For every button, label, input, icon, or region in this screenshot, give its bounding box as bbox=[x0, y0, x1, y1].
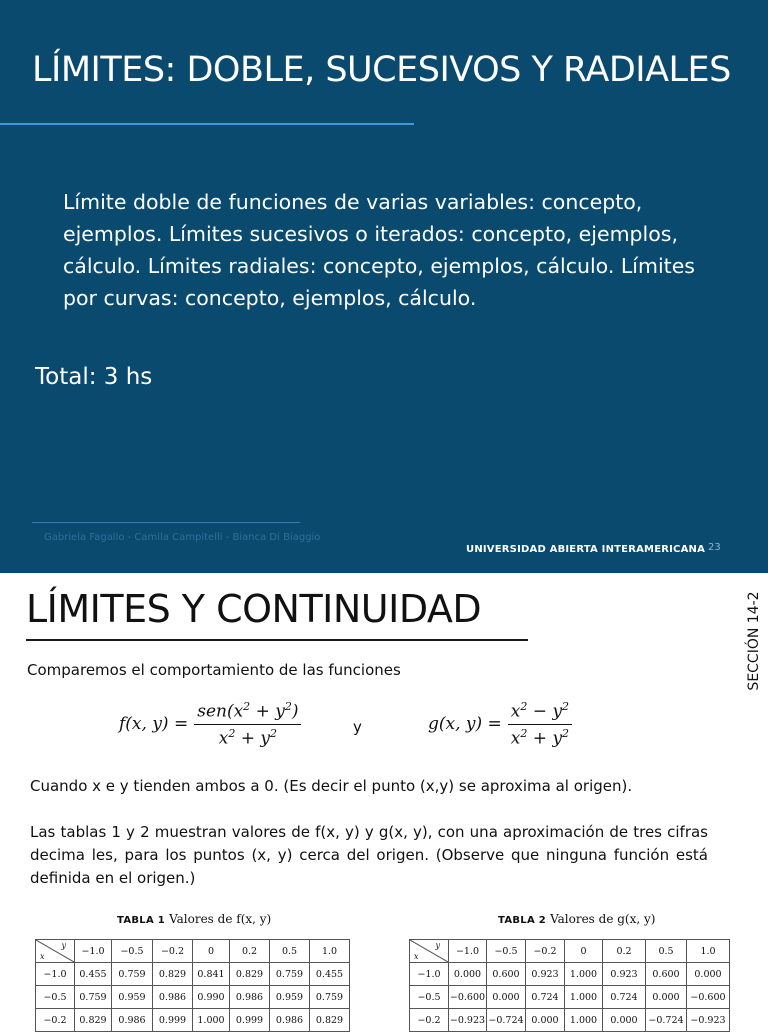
table-1-row-header: −1.0 bbox=[36, 963, 75, 986]
table-2-row-header: −0.5 bbox=[410, 986, 449, 1009]
table-2-cell: −0.724 bbox=[646, 1009, 687, 1032]
fn-part: ) bbox=[291, 701, 299, 722]
table-2-column-header: −0.5 bbox=[487, 940, 526, 963]
table-2-caption bbox=[498, 912, 655, 926]
table-1-cell: 0.455 bbox=[75, 963, 112, 986]
table-2-cell: 0.600 bbox=[646, 963, 687, 986]
table-2-corner-cell bbox=[410, 940, 449, 963]
gn-part: x bbox=[510, 701, 521, 722]
gd-part: + y bbox=[527, 728, 563, 749]
slide-2 bbox=[0, 573, 768, 1024]
table-2-header-row bbox=[410, 940, 730, 963]
table-2-cell: −0.600 bbox=[687, 986, 730, 1009]
table-1-column-header: 0.2 bbox=[230, 940, 270, 963]
table-1-cell: 0.959 bbox=[112, 986, 153, 1009]
table-1-header-row bbox=[36, 940, 350, 963]
table-1-column-header: 0 bbox=[193, 940, 230, 963]
section-label-text: SECCIÓN 14-2 bbox=[746, 591, 762, 691]
table-1-caption-text: Valores de f(x, y) bbox=[169, 912, 272, 926]
slide-1-title: LÍMITES: DOBLE, SUCESIVOS Y RADIALES bbox=[32, 50, 731, 90]
table-2-column-header: 0 bbox=[565, 940, 603, 963]
table-1-row-header: −0.5 bbox=[36, 986, 75, 1009]
section-label bbox=[742, 586, 766, 696]
table-1-cell: 0.759 bbox=[270, 963, 310, 986]
table-2-cell: −0.600 bbox=[449, 986, 487, 1009]
table-2-row bbox=[410, 963, 730, 986]
table-1-row-header: −0.2 bbox=[36, 1009, 75, 1032]
table-2-column-header: −0.2 bbox=[526, 940, 565, 963]
fn-part: + y bbox=[250, 701, 285, 722]
formula-f-numerator bbox=[194, 700, 301, 725]
table-1-row bbox=[36, 986, 350, 1009]
slide-1-body-text: Límite doble de funciones de varias variables: concepto, ejemplos. Límites sucesivos o iterados: concepto, ejemplos, cálculo. Límites radiales: concepto, ejemplos, cálculo. Límites por curvas: concepto, ejemplos, cálculo. bbox=[63, 190, 695, 310]
table-2-column-header: 1.0 bbox=[687, 940, 730, 963]
table-2-cell: 0.000 bbox=[487, 986, 526, 1009]
table-2-cell: 0.724 bbox=[526, 986, 565, 1009]
table-2-cell: 0.724 bbox=[603, 986, 646, 1009]
table-2-cell: −0.923 bbox=[449, 1009, 487, 1032]
table-1-column-header: −0.2 bbox=[153, 940, 193, 963]
title-underline bbox=[26, 639, 528, 641]
table-2-caption-label: TABLA 2 bbox=[498, 915, 547, 926]
table-2-cell: 1.000 bbox=[565, 963, 603, 986]
table-2-column-header: 0.5 bbox=[646, 940, 687, 963]
total-hours: Total: 3 hs bbox=[35, 364, 153, 390]
table-1-cell: 0.759 bbox=[310, 986, 350, 1009]
formula-g-lhs: g(x, y) = bbox=[428, 714, 502, 735]
table-1-corner-cell bbox=[36, 940, 75, 963]
fd-part: x bbox=[218, 728, 229, 749]
table-1 bbox=[35, 939, 350, 1032]
table-2-column-header: −1.0 bbox=[449, 940, 487, 963]
fd-part: + y bbox=[235, 728, 270, 749]
table-1-cell: 0.455 bbox=[310, 963, 350, 986]
tablas-description: Las tablas 1 y 2 muestran valores de f(x, y) y g(x, y), con una aproximación de tres cifras decima les, para los puntos (x, y) cerca del origen. (Observe que ninguna función está definida en el origen.) bbox=[30, 823, 708, 887]
table-2-row bbox=[410, 1009, 730, 1032]
footer-university: UNIVERSIDAD ABIERTA INTERAMERICANA bbox=[466, 544, 706, 555]
table-1-cell: 0.990 bbox=[193, 986, 230, 1009]
table-1-caption-label: TABLA 1 bbox=[117, 915, 166, 926]
table-2-row bbox=[410, 986, 730, 1009]
table-1-cell: 0.829 bbox=[153, 963, 193, 986]
footer-authors: Gabriela Fagallo - Camila Campitelli - Bianca Di Biaggio bbox=[44, 532, 321, 543]
footer-divider bbox=[32, 522, 300, 523]
table-2-caption-text: Valores de g(x, y) bbox=[550, 912, 656, 926]
table-1-cell: 1.000 bbox=[193, 1009, 230, 1032]
table-1-cell: 0.829 bbox=[310, 1009, 350, 1032]
table-2-cell: 0.000 bbox=[646, 986, 687, 1009]
table-2 bbox=[409, 939, 730, 1032]
gd-exp: 2 bbox=[520, 726, 528, 740]
table-1-cell: 0.986 bbox=[112, 1009, 153, 1032]
intro-text: Comparemos el comportamiento de las funciones bbox=[27, 661, 401, 679]
formula-g-numerator bbox=[508, 700, 572, 725]
table-2-cell: 0.000 bbox=[526, 1009, 565, 1032]
table-1-cell: 0.986 bbox=[270, 1009, 310, 1032]
table-2-cell: 0.923 bbox=[603, 963, 646, 986]
fd-exp: 2 bbox=[269, 726, 277, 740]
table-1-cell: 0.829 bbox=[230, 963, 270, 986]
table-1-cell: 0.986 bbox=[153, 986, 193, 1009]
table-2-corner-x: x bbox=[414, 952, 419, 961]
table-2-cell: 0.923 bbox=[526, 963, 565, 986]
fn-part: sen(x bbox=[197, 701, 244, 722]
gn-exp: 2 bbox=[520, 700, 528, 713]
table-1-column-header: −0.5 bbox=[112, 940, 153, 963]
fd-exp: 2 bbox=[228, 726, 236, 740]
table-1-cell: 0.841 bbox=[193, 963, 230, 986]
table-2-row-header: −1.0 bbox=[410, 963, 449, 986]
table-1-cell: 0.959 bbox=[270, 986, 310, 1009]
table-2-cell: 0.600 bbox=[487, 963, 526, 986]
gd-part: x bbox=[510, 728, 521, 749]
table-2-cell: 1.000 bbox=[565, 1009, 603, 1032]
formula-f-fraction bbox=[194, 700, 301, 748]
table-1-cell: 0.986 bbox=[230, 986, 270, 1009]
table-2-cell: −0.724 bbox=[487, 1009, 526, 1032]
connector-y: y bbox=[353, 718, 362, 736]
table-2-cell: 0.000 bbox=[603, 1009, 646, 1032]
gd-exp: 2 bbox=[562, 726, 570, 740]
fn-exp: 2 bbox=[243, 700, 251, 713]
table-1-row bbox=[36, 1009, 350, 1032]
slide-2-title: LÍMITES Y CONTINUIDAD bbox=[26, 587, 482, 631]
table-1-column-header: −1.0 bbox=[75, 940, 112, 963]
page-number: 23 bbox=[708, 542, 721, 553]
formula-f-denominator bbox=[216, 725, 280, 749]
table-1-cell: 0.829 bbox=[75, 1009, 112, 1032]
table-2-corner-y: y bbox=[435, 941, 440, 950]
cuando-text: Cuando x e y tienden ambos a 0. (Es decir el punto (x,y) se aproxima al origen). bbox=[30, 777, 633, 795]
table-2-column-header: 0.2 bbox=[603, 940, 646, 963]
table-1-corner-y: y bbox=[61, 941, 66, 950]
table-1-corner-x: x bbox=[40, 952, 45, 961]
table-1-caption bbox=[117, 912, 271, 926]
table-1-cell: 0.999 bbox=[230, 1009, 270, 1032]
formula-f-lhs: f(x, y) = bbox=[119, 714, 189, 735]
table-1-cell: 0.999 bbox=[153, 1009, 193, 1032]
gn-part: − y bbox=[527, 701, 563, 722]
table-1-row bbox=[36, 963, 350, 986]
gn-exp: 2 bbox=[562, 700, 570, 713]
table-2-row-header: −0.2 bbox=[410, 1009, 449, 1032]
title-underline bbox=[0, 123, 414, 125]
table-2-cell: −0.923 bbox=[687, 1009, 730, 1032]
table-1-column-header: 1.0 bbox=[310, 940, 350, 963]
formula-g-denominator bbox=[508, 725, 572, 749]
table-1-column-header: 0.5 bbox=[270, 940, 310, 963]
fn-exp: 2 bbox=[284, 700, 292, 713]
table-2-cell: 0.000 bbox=[449, 963, 487, 986]
table-2-cell: 0.000 bbox=[687, 963, 730, 986]
formula-f bbox=[119, 700, 301, 748]
formula-g bbox=[428, 700, 572, 748]
formula-g-fraction bbox=[508, 700, 572, 748]
table-2-cell: 1.000 bbox=[565, 986, 603, 1009]
table-1-cell: 0.759 bbox=[75, 986, 112, 1009]
table-1-cell: 0.759 bbox=[112, 963, 153, 986]
